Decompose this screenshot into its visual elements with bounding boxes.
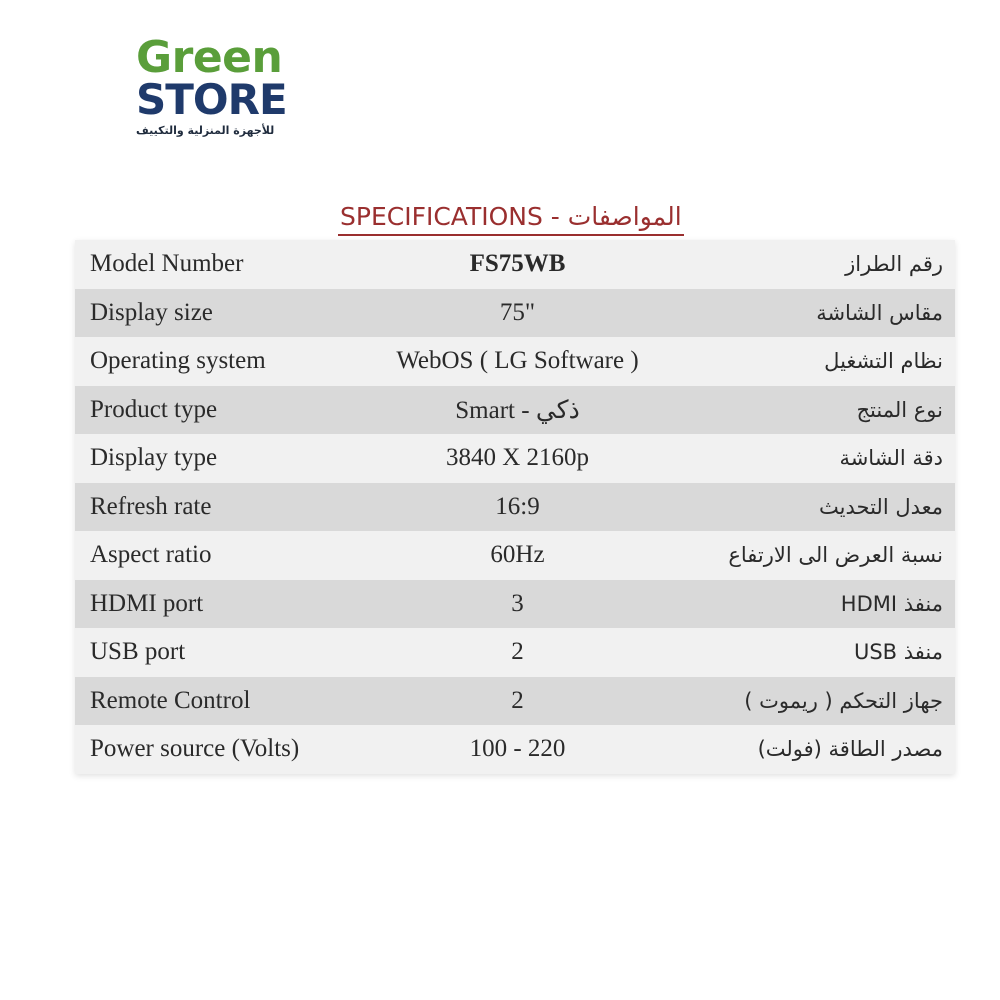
spec-label-ar: نوع المنتج <box>856 397 943 422</box>
spec-row-model-number <box>75 240 955 289</box>
spec-value: 16:9 <box>495 492 540 520</box>
spec-label-ar: معدل التحديث <box>819 494 943 519</box>
spec-value: WebOS ( LG Software ) <box>396 347 639 375</box>
specifications-table <box>75 240 955 774</box>
spec-row-display-type <box>75 434 955 483</box>
spec-value: 2 <box>511 638 524 666</box>
spec-label-en: Refresh rate <box>90 492 212 520</box>
spec-label-ar: منفذ USB <box>853 640 943 665</box>
spec-row-remote-control <box>75 677 955 726</box>
spec-row-hdmi-port <box>75 580 955 629</box>
spec-label-en: Power source (Volts) <box>90 735 300 763</box>
spec-label-en: Operating system <box>90 347 266 375</box>
spec-row-operating-system <box>75 337 955 386</box>
spec-value: 2 <box>511 686 524 714</box>
spec-value: 75" <box>499 298 536 326</box>
spec-label-en: Aspect ratio <box>90 541 212 569</box>
spec-value: FS75WB <box>469 250 566 278</box>
spec-label-ar: دقة الشاشة <box>839 446 943 471</box>
specifications-title: SPECIFICATIONS - المواصفات <box>338 200 684 236</box>
spec-row-usb-port <box>75 628 955 677</box>
spec-row-aspect-ratio <box>75 531 955 580</box>
spec-label-en: Model Number <box>90 250 244 278</box>
spec-label-ar: مقاس الشاشة <box>816 300 943 325</box>
green-store-logo <box>136 32 288 138</box>
spec-row-refresh-rate <box>75 483 955 532</box>
spec-label-ar: منفذ HDMI <box>840 591 943 616</box>
spec-label-en: USB port <box>90 638 186 666</box>
spec-value: Smart - ذكي <box>455 396 580 424</box>
spec-value: 3 <box>511 589 524 617</box>
spec-value: 3840 X 2160p <box>445 444 590 472</box>
spec-value: 100 - 220 <box>469 735 566 763</box>
spec-label-en: Display type <box>90 444 218 472</box>
spec-label-en: Product type <box>90 395 218 423</box>
spec-label-ar: جهاز التحكم ( ريموت ) <box>744 688 943 713</box>
spec-value: 60Hz <box>490 541 545 569</box>
spec-row-power-source <box>75 725 955 774</box>
spec-label-ar: نسبة العرض الى الارتفاع <box>728 543 943 568</box>
spec-label-en: HDMI port <box>90 589 204 617</box>
logo-store-text: STORE <box>136 75 287 124</box>
logo-green-text: Green <box>136 32 283 83</box>
spec-row-display-size <box>75 289 955 338</box>
spec-row-product-type <box>75 386 955 435</box>
spec-label-ar: مصدر الطاقة (فولت) <box>757 737 943 762</box>
spec-label-ar: رقم الطراز <box>845 252 943 277</box>
spec-label-en: Display size <box>90 298 213 326</box>
spec-label-ar: نظام التشغيل <box>824 349 943 374</box>
logo-tagline: للأجهزة المنزلية والتكييف <box>136 124 275 137</box>
spec-label-en: Remote Control <box>90 686 251 714</box>
